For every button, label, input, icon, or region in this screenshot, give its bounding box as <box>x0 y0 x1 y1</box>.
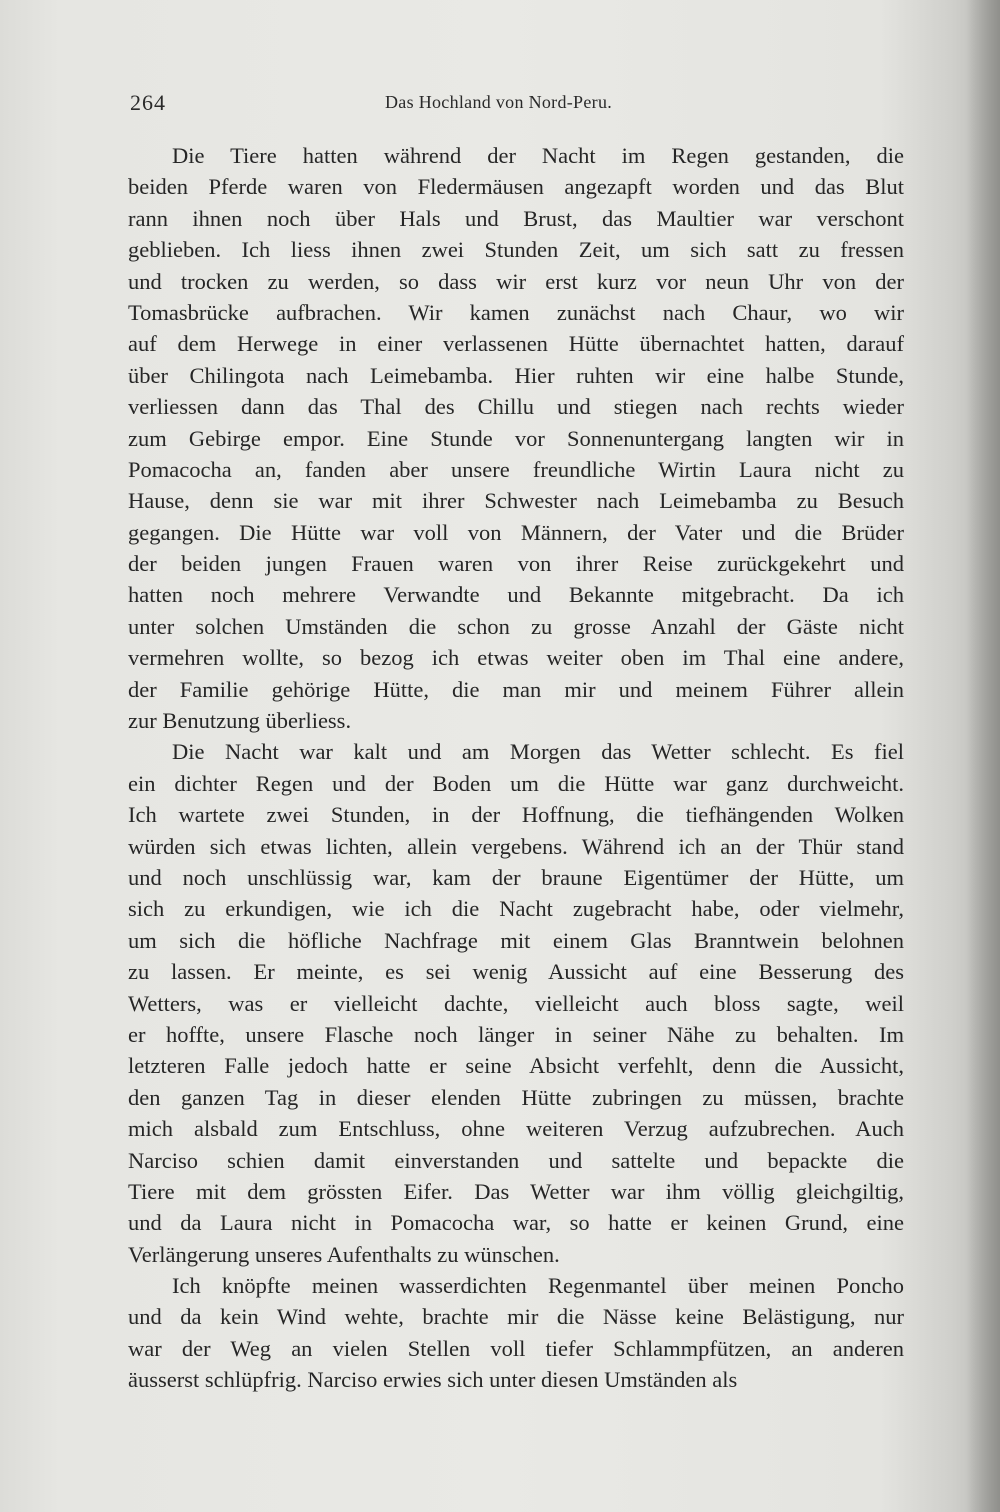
text-line: mich alsbald zum Entschluss, ohne weiteren Verzug aufzubrechen. Auch <box>128 1116 904 1142</box>
body-text <box>128 140 904 1396</box>
text-line: und trocken zu werden, so dass wir erst kurz vor neun Uhr von der <box>128 268 904 294</box>
text-line: Ich knöpfte meinen wasserdichten Regenmantel über meinen Poncho <box>172 1273 904 1299</box>
text-line: zu lassen. Er meinte, es sei wenig Aussicht auf eine Besserung des <box>128 959 904 985</box>
text-line: und noch unschlüssig war, kam der braune Eigentümer der Hütte, um <box>128 864 904 890</box>
text-line: zum Gebirge empor. Eine Stunde vor Sonnenuntergang langten wir in <box>128 425 904 451</box>
page-header <box>130 90 910 120</box>
text-line: beiden Pferde waren von Fledermäusen angezapft worden und das Blut <box>128 174 904 200</box>
text-line: unter solchen Umständen die schon zu grosse Anzahl der Gäste nicht <box>128 613 904 639</box>
text-line: Verlängerung unseres Aufenthalts zu wünschen. <box>128 1241 560 1267</box>
text-line: um sich die höfliche Nachfrage mit einem Glas Branntwein belohnen <box>128 927 904 953</box>
text-line: verliessen dann das Thal des Chillu und stiegen nach rechts wieder <box>128 394 904 420</box>
text-line: Ich wartete zwei Stunden, in der Hoffnung, die tiefhängenden Wolken <box>128 802 904 828</box>
text-line: den ganzen Tag in dieser elenden Hütte zubringen zu müssen, brachte <box>128 1084 904 1110</box>
text-line: würden sich etwas lichten, allein vergebens. Während ich an der Thür stand <box>128 833 904 859</box>
text-line: der Familie gehörige Hütte, die man mir und meinem Führer allein <box>128 676 904 702</box>
paragraph <box>128 140 904 736</box>
text-line: Hause, denn sie war mit ihrer Schwester nach Leimebamba zu Besuch <box>128 488 904 514</box>
text-line: über Chilingota nach Leimebamba. Hier ruhten wir eine halbe Stunde, <box>128 362 904 388</box>
text-line: war der Weg an vielen Stellen voll tiefer Schlammpfützen, an anderen <box>128 1335 904 1361</box>
page-edge-shadow <box>966 0 1000 1512</box>
text-line: Tiere mit dem grössten Eifer. Das Wetter war ihm völlig gleichgiltig, <box>128 1178 904 1204</box>
text-line: der beiden jungen Frauen waren von ihrer Reise zurückgekehrt und <box>128 551 904 577</box>
text-line: Narciso schien damit einverstanden und sattelte und bepackte die <box>128 1147 904 1173</box>
text-line: gegangen. Die Hütte war voll von Männern, der Vater und die Brüder <box>128 519 904 545</box>
text-line: zur Benutzung überliess. <box>128 708 352 734</box>
text-line: Die Nacht war kalt und am Morgen das Wetter schlecht. Es fiel <box>172 739 904 765</box>
text-line: ein dichter Regen und der Boden um die Hütte war ganz durchweicht. <box>128 770 904 796</box>
text-line: er hoffte, unsere Flasche noch länger in seiner Nähe zu behalten. Im <box>128 1021 904 1047</box>
text-line: hatten noch mehrere Verwandte und Bekannte mitgebracht. Da ich <box>128 582 904 608</box>
text-line: vermehren wollte, so bezog ich etwas weiter oben im Thal eine andere, <box>128 645 904 671</box>
text-line: äusserst schlüpfrig. Narciso erwies sich unter diesen Umständen als <box>128 1367 738 1393</box>
running-title: Das Hochland von Nord-Peru. <box>385 92 613 112</box>
text-line: rann ihnen noch über Hals und Brust, das Maultier war verschont <box>128 205 904 231</box>
text-line: Tomasbrücke aufbrachen. Wir kamen zunächst nach Chaur, wo wir <box>128 299 904 325</box>
text-line: Pomacocha an, fanden aber unsere freundliche Wirtin Laura nicht zu <box>128 456 904 482</box>
page-number: 264 <box>130 90 166 115</box>
paragraph <box>128 1270 904 1396</box>
text-line: auf dem Herwege in einer verlassenen Hütte übernachtet hatten, darauf <box>128 331 904 357</box>
paragraph <box>128 736 904 1270</box>
text-line: letzteren Falle jedoch hatte er seine Absicht verfehlt, denn die Aussicht, <box>128 1053 904 1079</box>
text-line: und da Laura nicht in Pomacocha war, so hatte er keinen Grund, eine <box>128 1210 904 1236</box>
text-line: und da kein Wind wehte, brachte mir die Nässe keine Belästigung, nur <box>128 1304 904 1330</box>
text-line: sich zu erkundigen, wie ich die Nacht zugebracht habe, oder vielmehr, <box>128 896 904 922</box>
text-line: geblieben. Ich liess ihnen zwei Stunden Zeit, um sich satt zu fressen <box>128 237 904 263</box>
text-line: Die Tiere hatten während der Nacht im Regen gestanden, die <box>172 143 904 168</box>
text-line: Wetters, was er vielleicht dachte, vielleicht auch bloss sagte, weil <box>128 990 904 1016</box>
